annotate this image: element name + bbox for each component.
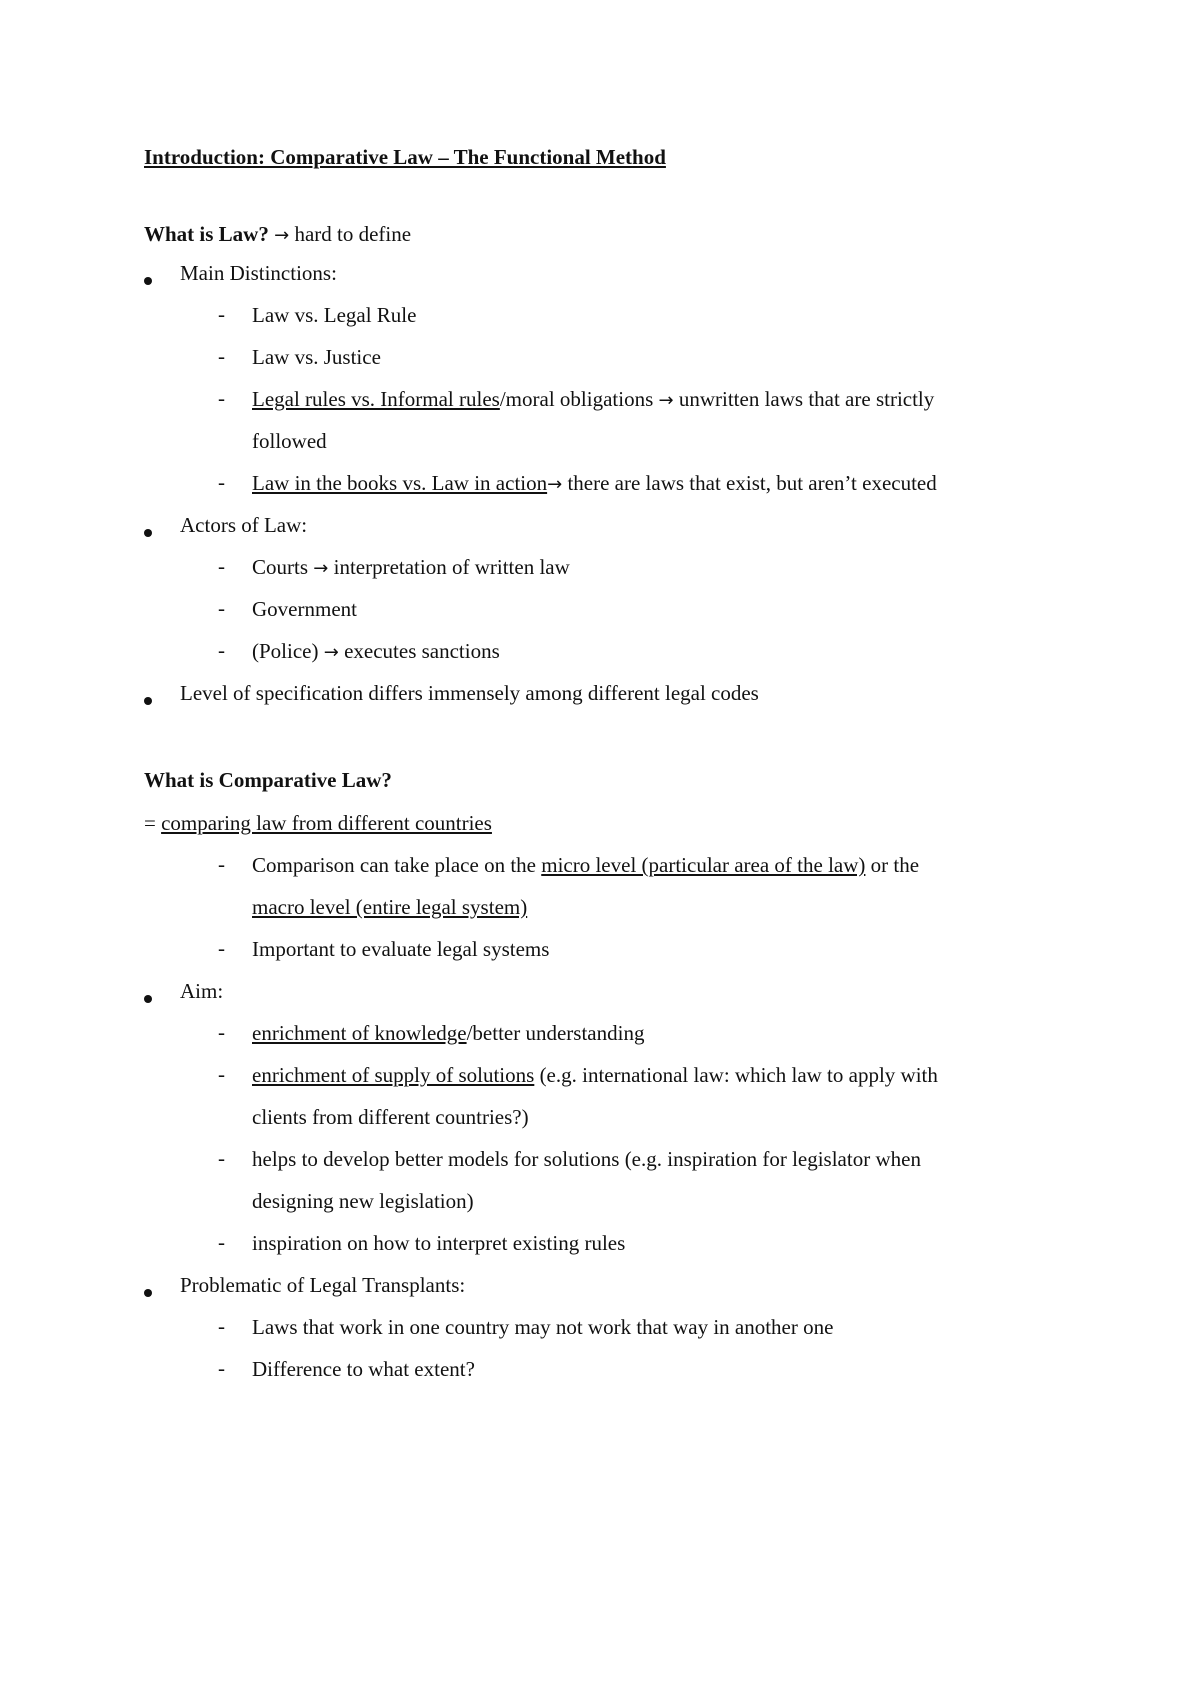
dash-marker: - bbox=[218, 852, 225, 876]
item-tail: /better understanding bbox=[466, 1021, 645, 1045]
dash-marker: - bbox=[218, 554, 225, 578]
bullet-icon bbox=[144, 995, 152, 1003]
underlined-term: Legal rules vs. Informal rules bbox=[252, 387, 500, 411]
arrow-icon: → bbox=[274, 225, 290, 246]
list-item: Important to evaluate legal systems bbox=[252, 937, 550, 961]
item-tail: (e.g. international law: which law to apply with bbox=[534, 1063, 938, 1087]
underlined-term: Law in the books vs. Law in action bbox=[252, 471, 548, 495]
list-item: Government bbox=[252, 597, 357, 621]
underlined-term: comparing law from different countries bbox=[161, 811, 492, 835]
arrow-icon: → bbox=[313, 558, 329, 579]
bullet-icon bbox=[144, 277, 152, 285]
section-heading-what-is-law bbox=[144, 222, 411, 247]
bullet-actors-of-law: Actors of Law: bbox=[180, 513, 308, 537]
bullet-main-distinctions: Main Distinctions: bbox=[180, 261, 337, 285]
list-item bbox=[252, 1062, 938, 1088]
dash-marker: - bbox=[218, 1146, 225, 1170]
list-item bbox=[252, 554, 570, 582]
heading-tail: hard to define bbox=[289, 222, 412, 246]
bullet-aim: Aim: bbox=[180, 979, 224, 1003]
list-item-continuation: macro level (entire legal system) bbox=[252, 895, 528, 919]
dash-marker: - bbox=[218, 1062, 225, 1086]
list-item bbox=[252, 638, 500, 666]
list-item bbox=[252, 386, 934, 414]
dash-marker: - bbox=[218, 596, 225, 620]
section-heading-comparative-law: What is Comparative Law? bbox=[144, 768, 392, 792]
list-item: Law vs. Legal Rule bbox=[252, 303, 417, 327]
list-item-continuation: clients from different countries?) bbox=[252, 1105, 529, 1129]
item-tail: or the bbox=[865, 853, 920, 877]
heading-text: What is Law? bbox=[144, 222, 269, 246]
underlined-term: enrichment of knowledge bbox=[252, 1021, 467, 1045]
item-text: (Police) bbox=[252, 639, 324, 663]
document-title: Introduction: Comparative Law – The Functional Method bbox=[144, 145, 666, 169]
list-item-continuation: designing new legislation) bbox=[252, 1189, 474, 1213]
dash-marker: - bbox=[218, 344, 225, 368]
list-item: Law vs. Justice bbox=[252, 345, 381, 369]
list-item: inspiration on how to interpret existing rules bbox=[252, 1231, 626, 1255]
dash-marker: - bbox=[218, 1314, 225, 1338]
underlined-term: enrichment of supply of solutions bbox=[252, 1063, 535, 1087]
underlined-term: micro level (particular area of the law) bbox=[541, 853, 866, 877]
def-prefix: = bbox=[144, 811, 162, 835]
bullet-legal-transplants: Problematic of Legal Transplants: bbox=[180, 1273, 466, 1297]
bullet-icon bbox=[144, 697, 152, 705]
definition-line bbox=[144, 810, 492, 836]
item-text: Courts bbox=[252, 555, 314, 579]
list-item-continuation: followed bbox=[252, 429, 327, 453]
item-tail: there are laws that exist, but aren’t executed bbox=[562, 471, 937, 495]
dash-marker: - bbox=[218, 936, 225, 960]
item-text: Comparison can take place on the bbox=[252, 853, 542, 877]
list-item bbox=[252, 470, 937, 498]
dash-marker: - bbox=[218, 470, 225, 494]
dash-marker: - bbox=[218, 1020, 225, 1044]
item-tail: interpretation of written law bbox=[328, 555, 570, 579]
arrow-icon: → bbox=[658, 390, 674, 411]
dash-marker: - bbox=[218, 638, 225, 662]
bullet-level-of-specification: Level of specification differs immensely among different legal codes bbox=[180, 681, 759, 705]
bullet-icon bbox=[144, 1289, 152, 1297]
list-item: Difference to what extent? bbox=[252, 1357, 475, 1381]
item-text: /moral obligations bbox=[499, 387, 659, 411]
dash-marker: - bbox=[218, 1356, 225, 1380]
arrow-icon: → bbox=[323, 642, 339, 663]
list-item bbox=[252, 852, 919, 878]
list-item: Laws that work in one country may not work that way in another one bbox=[252, 1315, 834, 1339]
arrow-icon: → bbox=[547, 474, 563, 495]
bullet-icon bbox=[144, 529, 152, 537]
dash-marker: - bbox=[218, 386, 225, 410]
item-tail: executes sanctions bbox=[338, 639, 500, 663]
item-tail: unwritten laws that are strictly bbox=[673, 387, 935, 411]
list-item bbox=[252, 1020, 644, 1046]
dash-marker: - bbox=[218, 302, 225, 326]
list-item: helps to develop better models for solutions (e.g. inspiration for legislator when bbox=[252, 1147, 921, 1171]
dash-marker: - bbox=[218, 1230, 225, 1254]
